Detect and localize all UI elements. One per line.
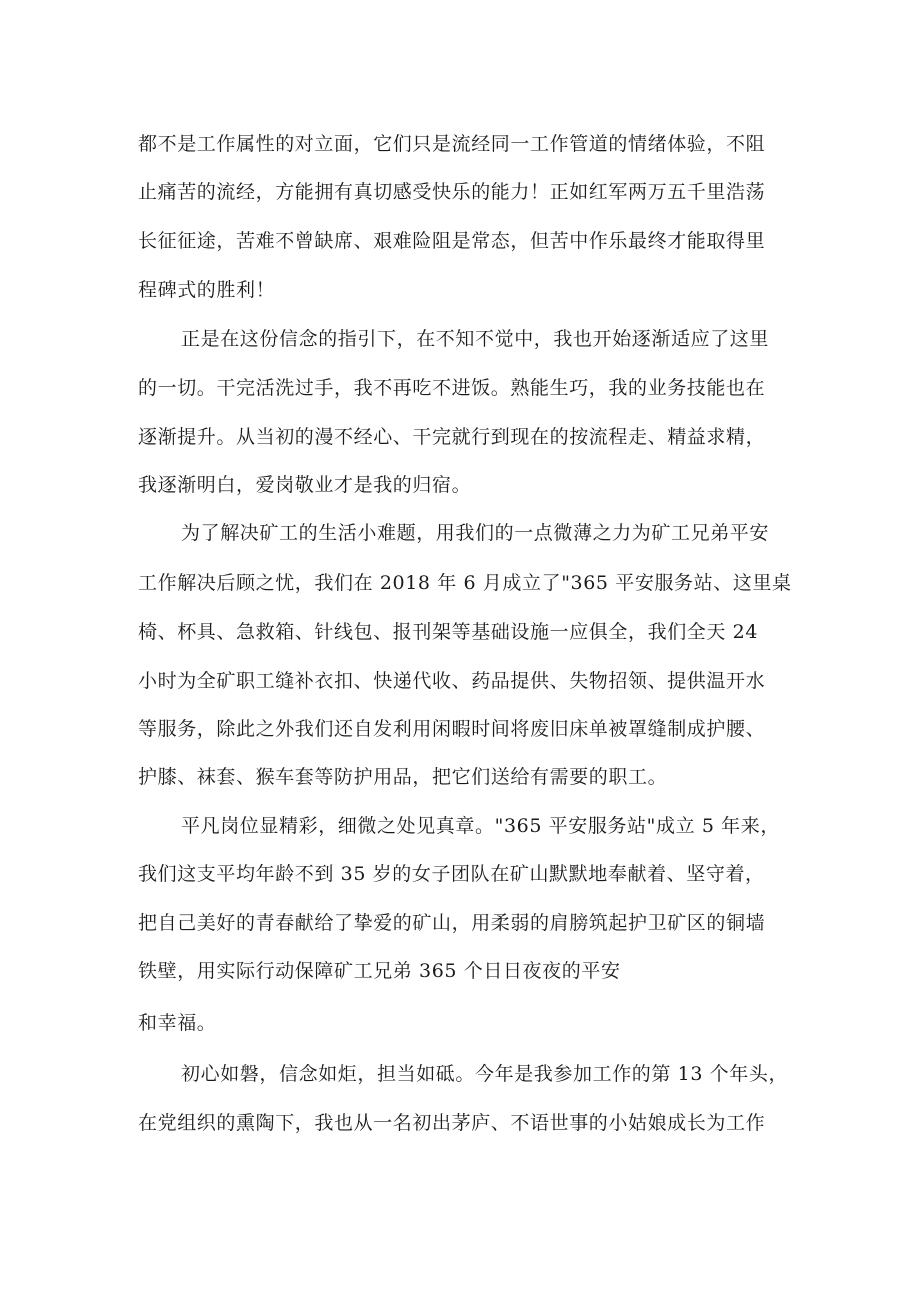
paragraph-2-line-2: 的一切。干完活洗过手，我不再吃不进饭。熟能生巧，我的业务技能也在	[138, 377, 766, 399]
paragraph-4-line-3: 把自己美好的青春献给了挚爱的矿山，用柔弱的肩膀筑起护卫矿区的铜墙	[138, 912, 766, 934]
paragraph-4-line-1: 平凡岗位显精彩，细微之处见真章。"365 平安服务站"成立 5 年来，	[181, 815, 780, 837]
paragraph-3-line-3: 椅、杯具、急救箱、针线包、报刊架等基础设施一应俱全，我们全天 24	[138, 621, 759, 643]
paragraph-1-line-3: 长征征途，苦难不曾缺席、艰难险阻是常态，但苦中作乐最终才能取得里	[138, 230, 766, 252]
paragraph-5-line-1: 初心如磐，信念如炬，担当如砥。今年是我参加工作的第 13 个年头，	[181, 1063, 789, 1085]
paragraph-2-line-3: 逐渐提升。从当初的漫不经心、干完就行到现在的按流程走、精益求精，	[138, 426, 766, 448]
paragraph-2-line-4: 我逐渐明白，爱岗敬业才是我的归宿。	[138, 474, 472, 496]
paragraph-4-line-2: 我们这支平均年龄不到 35 岁的女子团队在矿山默默地奉献着、坚守着，	[138, 863, 765, 885]
paragraph-4-line-4: 铁壁，用实际行动保障矿工兄弟 365 个日日夜夜的平安	[138, 960, 621, 982]
paragraph-3-line-5: 等服务，除此之外我们还自发利用闲暇时间将废旧床单被罩缝制成护腰、	[138, 718, 766, 740]
paragraph-1-line-2: 止痛苦的流经，方能拥有真切感受快乐的能力！正如红军两万五千里浩荡	[138, 181, 766, 203]
paragraph-4-line-5: 和幸福。	[138, 1012, 217, 1034]
paragraph-3-line-2: 工作解决后顾之忧，我们在 2018 年 6 月成立了"365 平安服务站、这里桌	[138, 572, 792, 594]
paragraph-3-line-4: 小时为全矿职工缝补衣扣、快递代收、药品提供、失物招领、提供温开水	[138, 670, 766, 692]
paragraph-3-line-6: 护膝、袜套、猴车套等防护用品，把它们送给有需要的职工。	[138, 766, 668, 788]
paragraph-2-line-1: 正是在这份信念的指引下，在不知不觉中，我也开始逐渐适应了这里	[181, 328, 770, 350]
paragraph-1-line-4: 程碑式的胜利！	[138, 279, 276, 301]
paragraph-3-line-1: 为了解决矿工的生活小难题，用我们的一点微薄之力为矿工兄弟平安	[181, 522, 770, 544]
paragraph-1-line-1: 都不是工作属性的对立面，它们只是流经同一工作管道的情绪体验，不阻	[138, 133, 766, 155]
paragraph-5-line-2: 在党组织的熏陶下，我也从一名初出茅庐、不语世事的小姑娘成长为工作	[138, 1112, 766, 1134]
